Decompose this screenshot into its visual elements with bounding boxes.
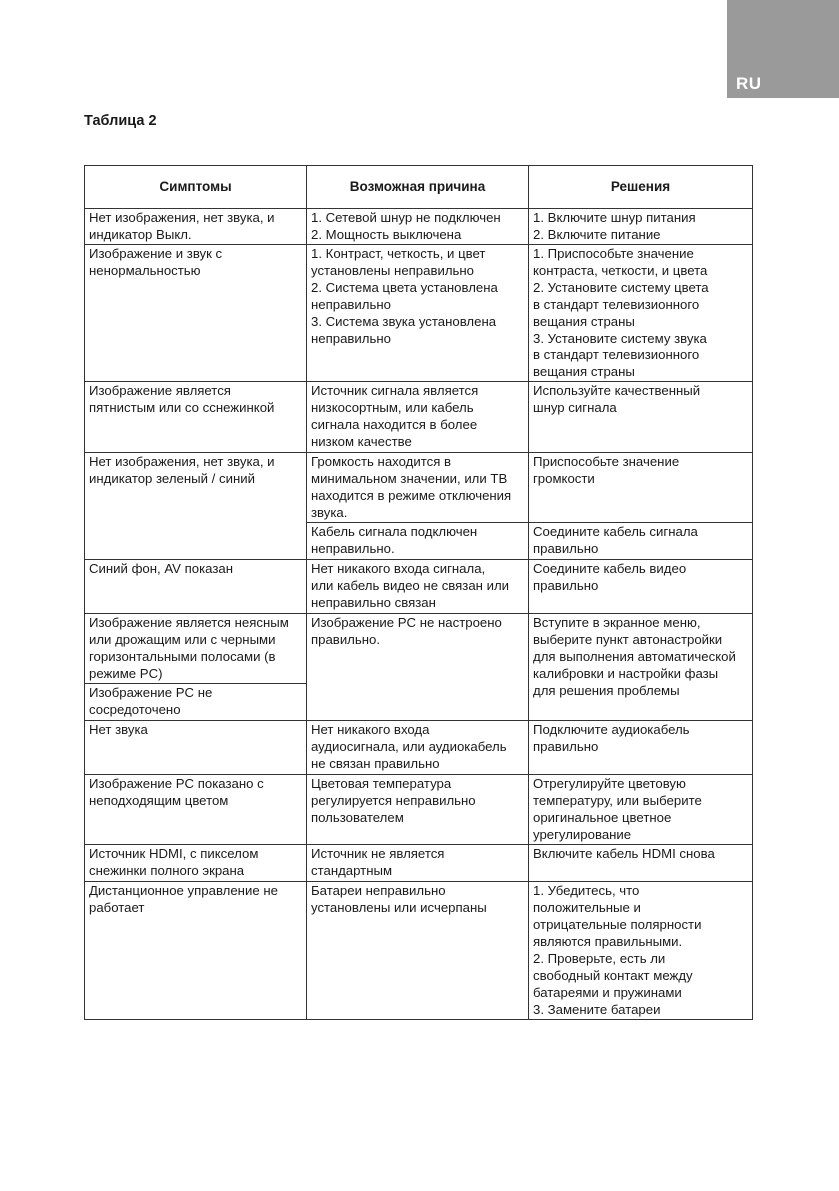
symptom-cell: Изображение является неясным или дрожащим или с черными горизонтальными полосами (в режиме PC) <box>85 614 307 684</box>
solution-cell: 1. Включите шнур питания 2. Включите питание <box>529 209 753 245</box>
table-row <box>85 560 753 614</box>
solution-cell: Подключите аудиокабель правильно <box>529 721 753 775</box>
cause-cell: Источник сигнала является низкосортным, или кабель сигнала находится в более низком качестве <box>307 382 529 453</box>
table-row <box>85 882 753 1019</box>
table-row <box>85 721 753 775</box>
solution-cell: Приспособьте значение громкости <box>529 453 753 523</box>
solution-cell: Соедините кабель видео правильно <box>529 560 753 614</box>
table-row <box>85 209 753 245</box>
table-header-row <box>85 166 753 209</box>
symptom-cell: Нет изображения, нет звука, и индикатор зеленый / синий <box>85 453 307 560</box>
cause-cell: Цветовая температура регулируется неправильно пользователем <box>307 775 529 845</box>
table-row <box>85 845 753 882</box>
troubleshooting-table <box>84 165 753 1020</box>
solution-cell: Включите кабель HDMI снова <box>529 845 753 882</box>
header-cause: Возможная причина <box>307 166 529 209</box>
solution-cell: Используйте качественный шнур сигнала <box>529 382 753 453</box>
solution-cell: Соедините кабель сигнала правильно <box>529 523 753 560</box>
table-row <box>85 775 753 845</box>
symptom-cell: Нет звука <box>85 721 307 775</box>
symptom-cell: Источник HDMI, с пикселом снежинки полного экрана <box>85 845 307 882</box>
cause-cell: Изображение PC не настроено правильно. <box>307 614 529 721</box>
cause-cell: Батареи неправильно установлены или исчерпаны <box>307 882 529 1019</box>
cause-cell: 1. Контраст, четкость, и цвет установлены неправильно 2. Система цвета установлена неправильно 3. Система звука установлена неправильно <box>307 245 529 382</box>
solution-cell: Вступите в экранное меню, выберите пункт автонастройки для выполнения автоматической калибровки и настройки фазы для решения проблемы <box>529 614 753 721</box>
symptom-cell: Изображение PC не сосредоточено <box>85 684 307 721</box>
language-tab <box>727 0 839 98</box>
symptom-cell: Изображение и звук с ненормальностью <box>85 245 307 382</box>
cause-cell: Громкость находится в минимальном значении, или ТВ находится в режиме отключения звука. <box>307 453 529 523</box>
solution-cell: 1. Приспособьте значение контраста, четкости, и цвета 2. Установите систему цвета в стандарт телевизионного вещания страны 3. Установите систему звука в стандарт телевизионного вещания страны <box>529 245 753 382</box>
header-symptoms: Симптомы <box>85 166 307 209</box>
cause-cell: 1. Сетевой шнур не подключен 2. Мощность выключена <box>307 209 529 245</box>
symptom-cell: Изображение является пятнистым или со сснежинкой <box>85 382 307 453</box>
solution-cell: Отрегулируйте цветовую температуру, или выберите оригинальное цветное урегулирование <box>529 775 753 845</box>
cause-cell: Нет никакого входа аудиосигнала, или аудиокабель не связан правильно <box>307 721 529 775</box>
cause-cell: Нет никакого входа сигнала, или кабель видео не связан или неправильно связан <box>307 560 529 614</box>
table-row <box>85 245 753 382</box>
symptom-cell: Изображение PC показано с неподходящим цветом <box>85 775 307 845</box>
symptom-cell: Синий фон, AV показан <box>85 560 307 614</box>
language-label: RU <box>736 74 762 93</box>
cause-cell: Кабель сигнала подключен неправильно. <box>307 523 529 560</box>
table-title: Таблица 2 <box>84 113 157 129</box>
cause-cell: Источник не является стандартным <box>307 845 529 882</box>
symptom-cell: Нет изображения, нет звука, и индикатор Выкл. <box>85 209 307 245</box>
header-solutions: Решения <box>529 166 753 209</box>
table-row <box>85 453 753 523</box>
table-row <box>85 614 753 684</box>
table-row <box>85 382 753 453</box>
solution-cell: 1. Убедитесь, что положительные и отрицательные полярности являются правильными. 2. Проверьте, есть ли свободный контакт между батареями и пружинами 3. Замените батареи <box>529 882 753 1019</box>
symptom-cell: Дистанционное управление не работает <box>85 882 307 1019</box>
